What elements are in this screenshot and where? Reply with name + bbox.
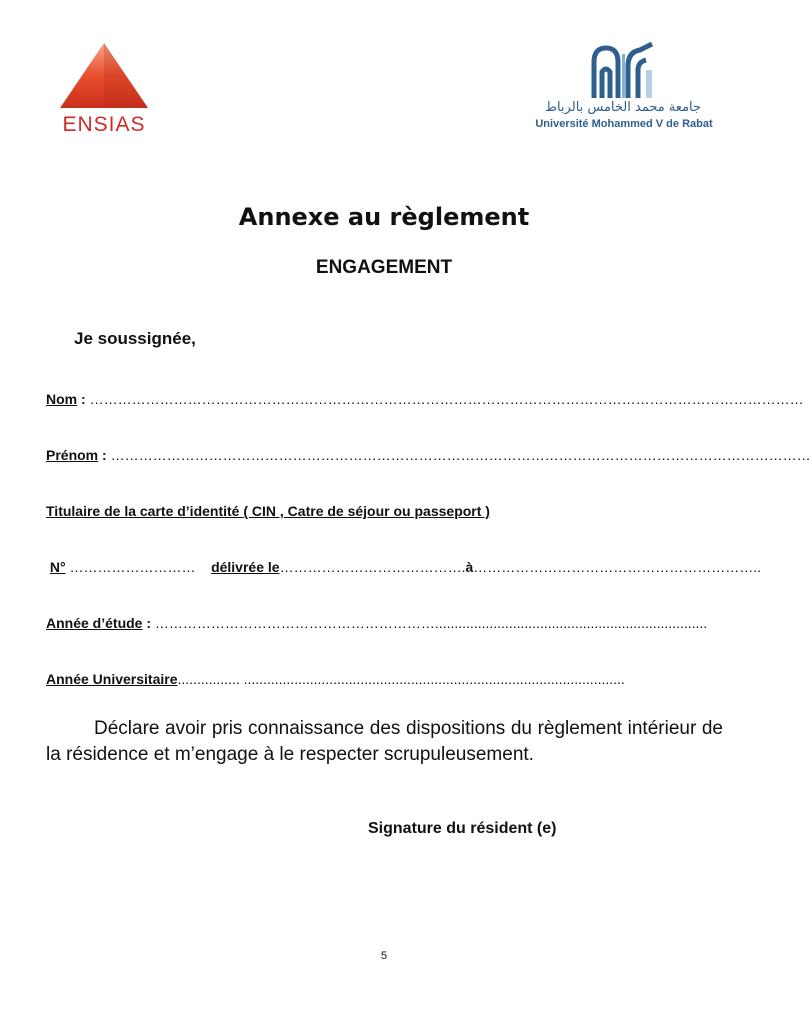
delivree-label: délivrée le bbox=[211, 559, 280, 575]
field-identity-number bbox=[46, 559, 762, 575]
lieu-fill-line[interactable]: …………………………………………………….. bbox=[473, 559, 762, 575]
field-annee-universitaire bbox=[46, 671, 736, 687]
delivree-fill-line[interactable]: …………………………………. bbox=[279, 559, 466, 575]
intro-line: Je soussignée, bbox=[74, 329, 196, 348]
university-logo bbox=[528, 40, 718, 135]
a-label: à bbox=[465, 559, 474, 575]
num-label: N° bbox=[49, 559, 66, 575]
annee-etude-label: Année d’étude bbox=[46, 615, 143, 631]
university-emblem-icon bbox=[528, 40, 718, 102]
prenom-separator: : bbox=[98, 447, 111, 463]
document-title: Annexe au règlement bbox=[238, 203, 530, 231]
annee-univ-label: Année Universitaire bbox=[46, 671, 178, 687]
field-nom bbox=[46, 391, 804, 407]
signature-label: Signature du résident (e) bbox=[368, 820, 557, 837]
nom-separator: : bbox=[77, 391, 90, 407]
prenom-fill-line[interactable]: …………………………………………………………………………………………………………………………………… bbox=[110, 447, 811, 463]
nom-fill-line[interactable]: ……………………………………………………………………………………………………………………………………… bbox=[89, 391, 804, 407]
declaration-paragraph bbox=[46, 716, 723, 768]
page-number: 5 bbox=[380, 950, 388, 962]
field-titulaire bbox=[46, 503, 490, 519]
declaration-text: Déclare avoir pris connaissance des dispositions du règlement intérieur de la résidence et m’engage à le respecter scrupuleusement. bbox=[46, 718, 723, 765]
field-prenom bbox=[46, 447, 811, 463]
field-annee-etude bbox=[46, 615, 726, 631]
university-name-arabic: جامعة محمد الخامس بالرباط bbox=[544, 100, 702, 115]
ensias-logo-text: ENSIAS bbox=[62, 113, 146, 136]
titulaire-label: Titulaire de la carte d’identité ( CIN , Catre de séjour ou passeport ) bbox=[46, 503, 490, 519]
nom-label: Nom bbox=[46, 391, 78, 407]
num-fill-line[interactable]: ……………………… bbox=[65, 559, 212, 575]
annee-etude-fill-line[interactable]: ……………………………………………………...................................................................... bbox=[154, 615, 708, 631]
document-subtitle: ENGAGEMENT bbox=[315, 257, 453, 278]
annee-univ-fill-line[interactable]: ................ .................................................................................................. bbox=[177, 671, 625, 687]
triangle-icon bbox=[44, 40, 164, 115]
university-name: Université Mohammed V de Rabat bbox=[535, 118, 713, 130]
prenom-label: Prénom bbox=[46, 447, 99, 463]
ensias-logo bbox=[44, 40, 164, 135]
annee-etude-separator: : bbox=[142, 615, 155, 631]
